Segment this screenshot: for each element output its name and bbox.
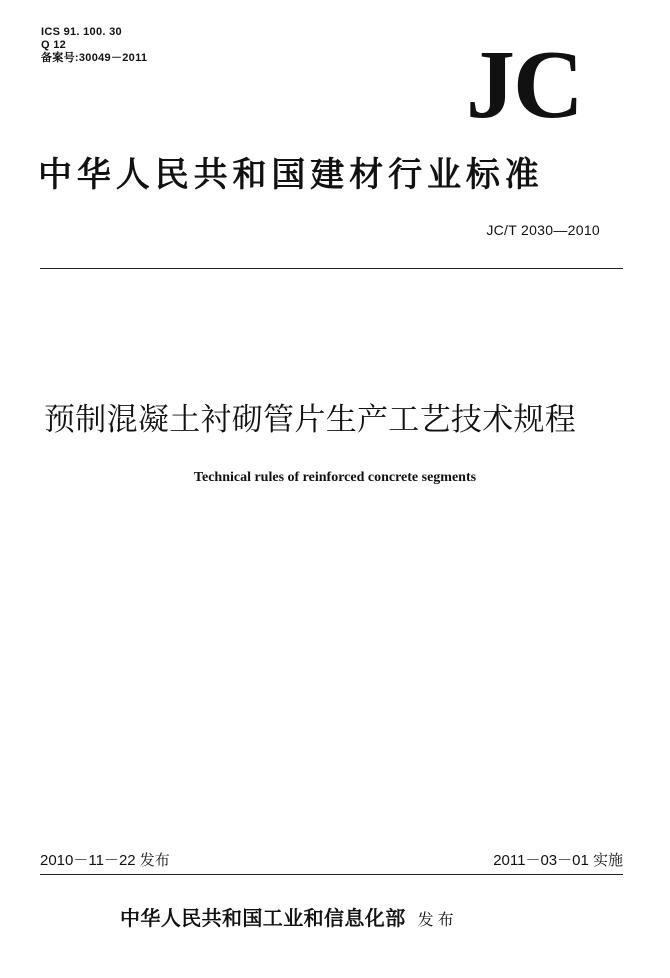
ics-code: ICS 91. 100. 30 — [41, 26, 122, 38]
issue-date: 2010－11－22 发布 — [40, 852, 170, 869]
document-subtitle: Technical rules of reinforced concrete segments — [193, 470, 477, 485]
publisher-action: 发布 — [417, 910, 458, 929]
document-title: 预制混凝土衬砌管片生产工艺技术规程 — [44, 402, 577, 438]
implementation-date: 2011－03－01 实施 — [493, 852, 623, 869]
publisher-line — [120, 903, 458, 935]
top-divider — [40, 268, 623, 269]
classification-block — [41, 26, 147, 65]
jc-logo: JC — [466, 31, 582, 139]
bottom-divider — [40, 874, 623, 875]
ccs-code: Q 12 — [41, 39, 67, 51]
standard-code: JC/T 2030—2010 — [486, 222, 600, 238]
record-number: 备案号:30049－2011 — [41, 52, 148, 64]
publisher-organization: 中华人民共和国工业和信息化部 — [120, 906, 406, 930]
standard-category-title: 中华人民共和国建材行业标准 — [38, 155, 544, 195]
